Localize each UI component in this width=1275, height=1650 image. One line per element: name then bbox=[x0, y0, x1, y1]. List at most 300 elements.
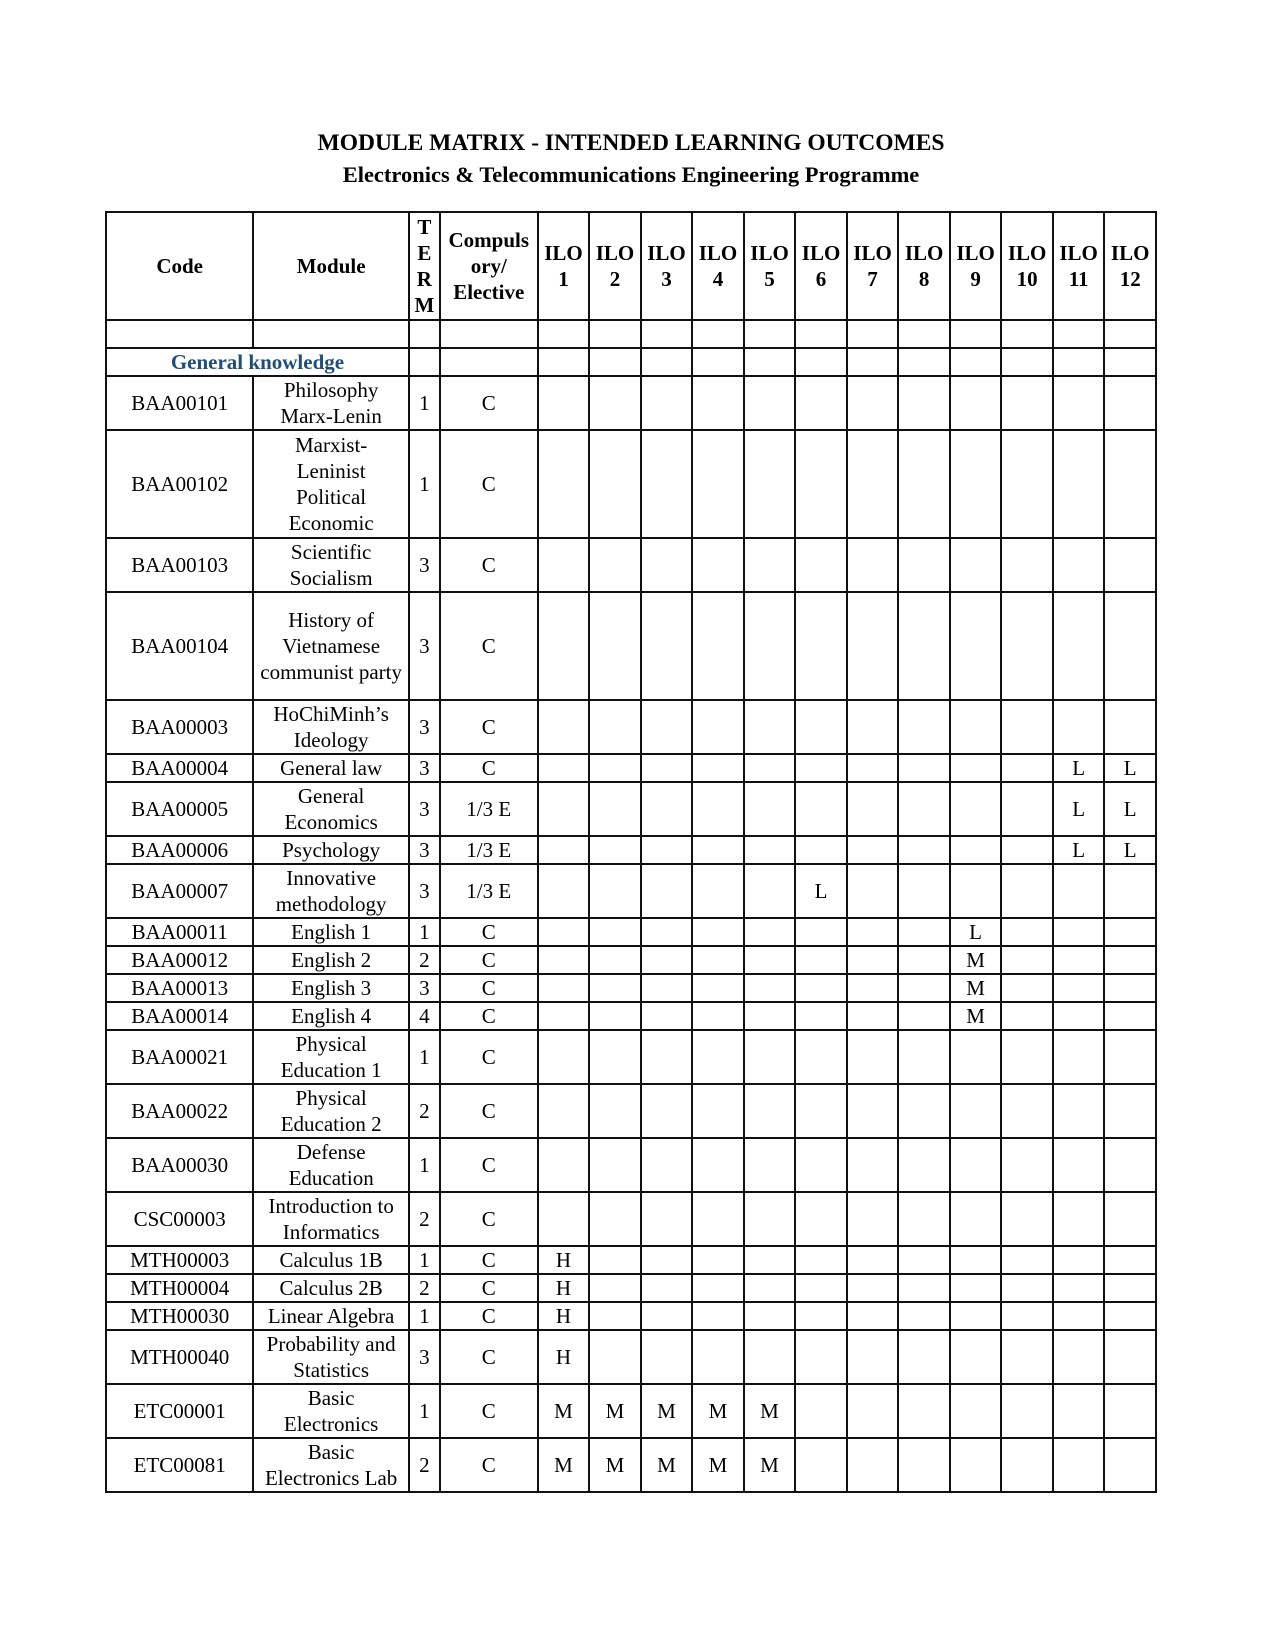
ilo-4-level bbox=[692, 946, 744, 974]
ilo-label: ILO bbox=[956, 241, 995, 265]
ilo-11-level: L bbox=[1053, 754, 1105, 782]
ilo-5-level bbox=[744, 592, 796, 700]
ilo-12-level bbox=[1104, 1192, 1156, 1246]
compulsory-elective-value: C bbox=[440, 1084, 538, 1138]
ilo-3-level bbox=[641, 700, 693, 754]
table-row bbox=[106, 1192, 1156, 1246]
ilo-4-level bbox=[692, 754, 744, 782]
ilo-10-level bbox=[1001, 376, 1053, 430]
ilo-8-level bbox=[898, 1438, 950, 1492]
ilo-4-level bbox=[692, 1302, 744, 1330]
empty-cell bbox=[1104, 348, 1156, 376]
module-name-line: Economic bbox=[288, 511, 374, 535]
ilo-5-level bbox=[744, 1030, 796, 1084]
module-name-line: History of bbox=[288, 608, 374, 632]
ilo-11-level bbox=[1053, 1438, 1105, 1492]
module-name-line: Calculus 1B bbox=[279, 1248, 383, 1272]
compulsory-elective-value: 1/3 E bbox=[440, 836, 538, 864]
ilo-9-level bbox=[950, 700, 1002, 754]
ilo-10-level bbox=[1001, 918, 1053, 946]
module-code: MTH00030 bbox=[106, 1302, 253, 1330]
ilo-9-level bbox=[950, 1138, 1002, 1192]
ilo-1-level bbox=[538, 1192, 590, 1246]
ilo-10-level bbox=[1001, 538, 1053, 592]
module-code: BAA00030 bbox=[106, 1138, 253, 1192]
ilo-8-level bbox=[898, 430, 950, 538]
ilo-8-level bbox=[898, 538, 950, 592]
term-value: 3 bbox=[409, 592, 440, 700]
table-row bbox=[106, 974, 1156, 1002]
table-row bbox=[106, 946, 1156, 974]
ilo-10-level bbox=[1001, 1438, 1053, 1492]
term-value: 2 bbox=[409, 946, 440, 974]
module-name-line: Informatics bbox=[282, 1220, 380, 1244]
ilo-7-level bbox=[847, 754, 899, 782]
empty-cell bbox=[898, 348, 950, 376]
module-code: BAA00101 bbox=[106, 376, 253, 430]
ilo-number: 12 bbox=[1119, 267, 1141, 291]
module-name-line: Political bbox=[296, 485, 367, 509]
ilo-12-level bbox=[1104, 864, 1156, 918]
compulsory-elective-value: C bbox=[440, 1438, 538, 1492]
empty-cell bbox=[253, 320, 409, 348]
ilo-6-level bbox=[795, 700, 847, 754]
ilo-2-level bbox=[589, 376, 641, 430]
compulsory-elective-value: C bbox=[440, 376, 538, 430]
ilo-8-level bbox=[898, 836, 950, 864]
module-name bbox=[253, 538, 409, 592]
term-letter: T bbox=[417, 215, 432, 239]
module-code: BAA00103 bbox=[106, 538, 253, 592]
ilo-12-level bbox=[1104, 592, 1156, 700]
ilo-10-level bbox=[1001, 946, 1053, 974]
module-name-line: Electronics bbox=[283, 1412, 379, 1436]
header-line: Compuls bbox=[448, 228, 530, 252]
term-value: 3 bbox=[409, 1330, 440, 1384]
table-row bbox=[106, 376, 1156, 430]
ilo-label: ILO bbox=[750, 241, 789, 265]
ilo-9-level bbox=[950, 538, 1002, 592]
ilo-12-level bbox=[1104, 430, 1156, 538]
term-value: 2 bbox=[409, 1192, 440, 1246]
empty-cell bbox=[409, 320, 440, 348]
compulsory-elective-value: C bbox=[440, 538, 538, 592]
column-header-ilo-12 bbox=[1104, 212, 1156, 320]
ilo-label: ILO bbox=[595, 241, 635, 265]
module-name bbox=[253, 1246, 409, 1274]
ilo-3-level bbox=[641, 754, 693, 782]
module-name-line: Defense bbox=[296, 1140, 366, 1164]
column-header-ilo-11 bbox=[1053, 212, 1105, 320]
ilo-12-level bbox=[1104, 1384, 1156, 1438]
ilo-7-level bbox=[847, 1274, 899, 1302]
ilo-9-level bbox=[950, 592, 1002, 700]
module-code: BAA00004 bbox=[106, 754, 253, 782]
module-name-line: methodology bbox=[275, 892, 387, 916]
ilo-2-level bbox=[589, 538, 641, 592]
empty-cell bbox=[106, 320, 253, 348]
module-name-line: Vietnamese bbox=[282, 634, 381, 658]
empty-cell bbox=[440, 348, 538, 376]
ilo-11-level bbox=[1053, 1246, 1105, 1274]
column-header-ilo-6 bbox=[795, 212, 847, 320]
empty-cell bbox=[641, 320, 693, 348]
ilo-11-level bbox=[1053, 430, 1105, 538]
ilo-8-level bbox=[898, 1030, 950, 1084]
column-header-ilo-1 bbox=[538, 212, 590, 320]
ilo-6-level bbox=[795, 782, 847, 836]
term-value: 1 bbox=[409, 1138, 440, 1192]
term-value: 3 bbox=[409, 538, 440, 592]
ilo-7-level bbox=[847, 1302, 899, 1330]
empty-cell bbox=[1104, 320, 1156, 348]
ilo-number: 5 bbox=[764, 267, 775, 291]
module-code: BAA00014 bbox=[106, 1002, 253, 1030]
table-row bbox=[106, 1302, 1156, 1330]
ilo-7-level bbox=[847, 1138, 899, 1192]
ilo-6-level: L bbox=[795, 864, 847, 918]
ilo-9-level bbox=[950, 864, 1002, 918]
term-value: 3 bbox=[409, 754, 440, 782]
ilo-11-level: L bbox=[1053, 836, 1105, 864]
table-row bbox=[106, 1030, 1156, 1084]
ilo-11-level bbox=[1053, 1138, 1105, 1192]
ilo-8-level bbox=[898, 918, 950, 946]
ilo-7-level bbox=[847, 376, 899, 430]
ilo-8-level bbox=[898, 376, 950, 430]
compulsory-elective-value: C bbox=[440, 430, 538, 538]
ilo-1-level bbox=[538, 836, 590, 864]
ilo-2-level bbox=[589, 1192, 641, 1246]
ilo-2-level bbox=[589, 864, 641, 918]
ilo-4-level: M bbox=[692, 1438, 744, 1492]
ilo-11-level bbox=[1053, 700, 1105, 754]
ilo-10-level bbox=[1001, 1246, 1053, 1274]
module-name-line: Education bbox=[288, 1166, 374, 1190]
ilo-6-level bbox=[795, 1084, 847, 1138]
ilo-1-level bbox=[538, 918, 590, 946]
table-row bbox=[106, 1274, 1156, 1302]
ilo-9-level: M bbox=[950, 974, 1002, 1002]
module-code: BAA00102 bbox=[106, 430, 253, 538]
ilo-6-level bbox=[795, 1274, 847, 1302]
ilo-6-level bbox=[795, 1384, 847, 1438]
ilo-2-level bbox=[589, 1002, 641, 1030]
module-name-line: Ideology bbox=[293, 728, 369, 752]
ilo-11-level bbox=[1053, 1084, 1105, 1138]
ilo-11-level bbox=[1053, 592, 1105, 700]
ilo-2-level bbox=[589, 1302, 641, 1330]
ilo-1-level bbox=[538, 430, 590, 538]
module-name-line: Introduction to bbox=[268, 1194, 394, 1218]
compulsory-elective-value: C bbox=[440, 754, 538, 782]
ilo-1-level bbox=[538, 946, 590, 974]
ilo-8-level bbox=[898, 1246, 950, 1274]
ilo-6-level bbox=[795, 376, 847, 430]
ilo-10-level bbox=[1001, 836, 1053, 864]
table-row bbox=[106, 1246, 1156, 1274]
ilo-12-level bbox=[1104, 1002, 1156, 1030]
matrix-body bbox=[106, 320, 1156, 1492]
ilo-7-level bbox=[847, 538, 899, 592]
module-code: BAA00021 bbox=[106, 1030, 253, 1084]
empty-cell bbox=[950, 320, 1002, 348]
table-row bbox=[106, 918, 1156, 946]
module-name-line: Physical bbox=[295, 1032, 367, 1056]
compulsory-elective-value: C bbox=[440, 1330, 538, 1384]
ilo-11-level bbox=[1053, 1302, 1105, 1330]
ilo-number: 1 bbox=[558, 267, 569, 291]
compulsory-elective-value: 1/3 E bbox=[440, 782, 538, 836]
ilo-12-level bbox=[1104, 700, 1156, 754]
term-value: 3 bbox=[409, 864, 440, 918]
ilo-4-level bbox=[692, 1138, 744, 1192]
ilo-9-level bbox=[950, 754, 1002, 782]
ilo-10-level bbox=[1001, 1084, 1053, 1138]
table-row bbox=[106, 592, 1156, 700]
ilo-1-level bbox=[538, 864, 590, 918]
table-row bbox=[106, 754, 1156, 782]
ilo-label: ILO bbox=[1007, 241, 1047, 265]
module-name bbox=[253, 592, 409, 700]
ilo-9-level bbox=[950, 782, 1002, 836]
empty-cell bbox=[589, 348, 641, 376]
ilo-11-level bbox=[1053, 1192, 1105, 1246]
ilo-12-level bbox=[1104, 1084, 1156, 1138]
compulsory-elective-value: C bbox=[440, 1030, 538, 1084]
header-row bbox=[106, 212, 1156, 320]
ilo-12-level: L bbox=[1104, 782, 1156, 836]
ilo-5-level bbox=[744, 754, 796, 782]
ilo-3-level bbox=[641, 974, 693, 1002]
header-line: Elective bbox=[453, 280, 525, 304]
ilo-4-level bbox=[692, 1084, 744, 1138]
ilo-8-level bbox=[898, 754, 950, 782]
ilo-9-level bbox=[950, 376, 1002, 430]
ilo-7-level bbox=[847, 700, 899, 754]
empty-row bbox=[106, 320, 1156, 348]
column-header-ilo-3 bbox=[641, 212, 693, 320]
column-header-ilo-8 bbox=[898, 212, 950, 320]
ilo-12-level bbox=[1104, 946, 1156, 974]
ilo-3-level bbox=[641, 430, 693, 538]
module-name bbox=[253, 836, 409, 864]
ilo-2-level bbox=[589, 430, 641, 538]
module-name-line: Marxist- bbox=[294, 433, 368, 457]
module-name-line: Statistics bbox=[293, 1358, 370, 1382]
ilo-4-level bbox=[692, 376, 744, 430]
empty-cell bbox=[692, 320, 744, 348]
term-value: 3 bbox=[409, 700, 440, 754]
ilo-11-level bbox=[1053, 1274, 1105, 1302]
ilo-7-level bbox=[847, 864, 899, 918]
ilo-1-level bbox=[538, 592, 590, 700]
module-name bbox=[253, 1084, 409, 1138]
ilo-4-level bbox=[692, 1274, 744, 1302]
empty-cell bbox=[898, 320, 950, 348]
ilo-7-level bbox=[847, 974, 899, 1002]
ilo-2-level bbox=[589, 836, 641, 864]
module-name bbox=[253, 1002, 409, 1030]
ilo-9-level bbox=[950, 1330, 1002, 1384]
module-name bbox=[253, 1330, 409, 1384]
term-value: 2 bbox=[409, 1274, 440, 1302]
ilo-number: 9 bbox=[970, 267, 981, 291]
ilo-3-level bbox=[641, 538, 693, 592]
ilo-10-level bbox=[1001, 754, 1053, 782]
module-name-line: Scientific bbox=[290, 540, 372, 564]
ilo-2-level bbox=[589, 592, 641, 700]
ilo-label: ILO bbox=[544, 241, 583, 265]
ilo-1-level: H bbox=[538, 1302, 590, 1330]
section-title: General knowledge bbox=[106, 348, 409, 376]
ilo-10-level bbox=[1001, 1002, 1053, 1030]
ilo-8-level bbox=[898, 1274, 950, 1302]
compulsory-elective-value: C bbox=[440, 700, 538, 754]
module-code: MTH00004 bbox=[106, 1274, 253, 1302]
module-code: BAA00022 bbox=[106, 1084, 253, 1138]
ilo-3-level bbox=[641, 1084, 693, 1138]
module-name bbox=[253, 1438, 409, 1492]
module-name bbox=[253, 1274, 409, 1302]
ilo-number: 10 bbox=[1016, 267, 1038, 291]
term-value: 3 bbox=[409, 782, 440, 836]
ilo-5-level bbox=[744, 700, 796, 754]
ilo-label: ILO bbox=[698, 241, 738, 265]
ilo-7-level bbox=[847, 1192, 899, 1246]
empty-cell bbox=[589, 320, 641, 348]
ilo-4-level bbox=[692, 1330, 744, 1384]
module-name-line: English 1 bbox=[291, 920, 372, 944]
module-code: BAA00011 bbox=[106, 918, 253, 946]
ilo-10-level bbox=[1001, 1192, 1053, 1246]
compulsory-elective-value: C bbox=[440, 592, 538, 700]
module-code: CSC00003 bbox=[106, 1192, 253, 1246]
table-row bbox=[106, 1002, 1156, 1030]
module-name-line: English 4 bbox=[291, 1004, 372, 1028]
module-name bbox=[253, 918, 409, 946]
ilo-8-level bbox=[898, 1192, 950, 1246]
table-row bbox=[106, 836, 1156, 864]
ilo-4-level bbox=[692, 974, 744, 1002]
ilo-7-level bbox=[847, 946, 899, 974]
ilo-8-level bbox=[898, 592, 950, 700]
ilo-8-level bbox=[898, 1302, 950, 1330]
ilo-3-level bbox=[641, 1330, 693, 1384]
module-name bbox=[253, 1384, 409, 1438]
module-name bbox=[253, 864, 409, 918]
ilo-4-level: M bbox=[692, 1384, 744, 1438]
ilo-6-level bbox=[795, 538, 847, 592]
ilo-12-level bbox=[1104, 974, 1156, 1002]
ilo-4-level bbox=[692, 918, 744, 946]
compulsory-elective-value: C bbox=[440, 1384, 538, 1438]
term-letter: M bbox=[414, 293, 435, 317]
term-value: 4 bbox=[409, 1002, 440, 1030]
ilo-2-level bbox=[589, 1246, 641, 1274]
ilo-number: 8 bbox=[918, 267, 930, 291]
ilo-number: 6 bbox=[815, 267, 827, 291]
ilo-10-level bbox=[1001, 1330, 1053, 1384]
column-header-ilo-9 bbox=[950, 212, 1002, 320]
ilo-3-level bbox=[641, 1138, 693, 1192]
ilo-10-level bbox=[1001, 1030, 1053, 1084]
ilo-7-level bbox=[847, 592, 899, 700]
ilo-5-level bbox=[744, 974, 796, 1002]
ilo-6-level bbox=[795, 1138, 847, 1192]
ilo-label: ILO bbox=[801, 241, 841, 265]
ilo-11-level bbox=[1053, 1030, 1105, 1084]
module-name bbox=[253, 782, 409, 836]
module-name-line: Economics bbox=[284, 810, 378, 834]
module-name-line: communist party bbox=[260, 660, 402, 684]
column-header-ilo-5 bbox=[744, 212, 796, 320]
column-header-ilo-10 bbox=[1001, 212, 1053, 320]
ilo-9-level bbox=[950, 1246, 1002, 1274]
ilo-11-level bbox=[1053, 1330, 1105, 1384]
table-row bbox=[106, 782, 1156, 836]
term-value: 1 bbox=[409, 430, 440, 538]
ilo-6-level bbox=[795, 1030, 847, 1084]
column-header-compulsory-elective bbox=[440, 212, 538, 320]
module-code: BAA00007 bbox=[106, 864, 253, 918]
ilo-1-level: H bbox=[538, 1246, 590, 1274]
term-letter: R bbox=[416, 267, 432, 291]
table-row bbox=[106, 1138, 1156, 1192]
empty-cell bbox=[1053, 348, 1105, 376]
column-header-module: Module bbox=[253, 212, 409, 320]
ilo-10-level bbox=[1001, 974, 1053, 1002]
table-row bbox=[106, 1330, 1156, 1384]
ilo-6-level bbox=[795, 1438, 847, 1492]
ilo-1-level bbox=[538, 1030, 590, 1084]
ilo-3-level bbox=[641, 946, 693, 974]
term-value: 3 bbox=[409, 974, 440, 1002]
empty-cell bbox=[847, 348, 899, 376]
module-name-line: Linear Algebra bbox=[267, 1304, 395, 1328]
empty-cell bbox=[950, 348, 1002, 376]
ilo-4-level bbox=[692, 1192, 744, 1246]
ilo-7-level bbox=[847, 1438, 899, 1492]
ilo-7-level bbox=[847, 1030, 899, 1084]
ilo-number: 2 bbox=[609, 267, 621, 291]
term-value: 3 bbox=[409, 836, 440, 864]
empty-cell bbox=[538, 348, 590, 376]
table-row bbox=[106, 700, 1156, 754]
ilo-1-level bbox=[538, 782, 590, 836]
ilo-3-level bbox=[641, 1274, 693, 1302]
empty-cell bbox=[440, 320, 538, 348]
column-header-ilo-4 bbox=[692, 212, 744, 320]
module-name-line: Psychology bbox=[282, 838, 381, 862]
ilo-6-level bbox=[795, 946, 847, 974]
ilo-5-level bbox=[744, 1138, 796, 1192]
ilo-6-level bbox=[795, 918, 847, 946]
ilo-11-level bbox=[1053, 538, 1105, 592]
module-name bbox=[253, 974, 409, 1002]
ilo-7-level bbox=[847, 836, 899, 864]
ilo-1-level bbox=[538, 376, 590, 430]
ilo-3-level bbox=[641, 836, 693, 864]
empty-cell bbox=[1001, 348, 1053, 376]
module-name-line: Probability and bbox=[266, 1332, 396, 1356]
ilo-10-level bbox=[1001, 592, 1053, 700]
module-name-line: General law bbox=[280, 756, 383, 780]
ilo-8-level bbox=[898, 1330, 950, 1384]
compulsory-elective-value: C bbox=[440, 1138, 538, 1192]
empty-cell bbox=[692, 348, 744, 376]
ilo-1-level bbox=[538, 700, 590, 754]
